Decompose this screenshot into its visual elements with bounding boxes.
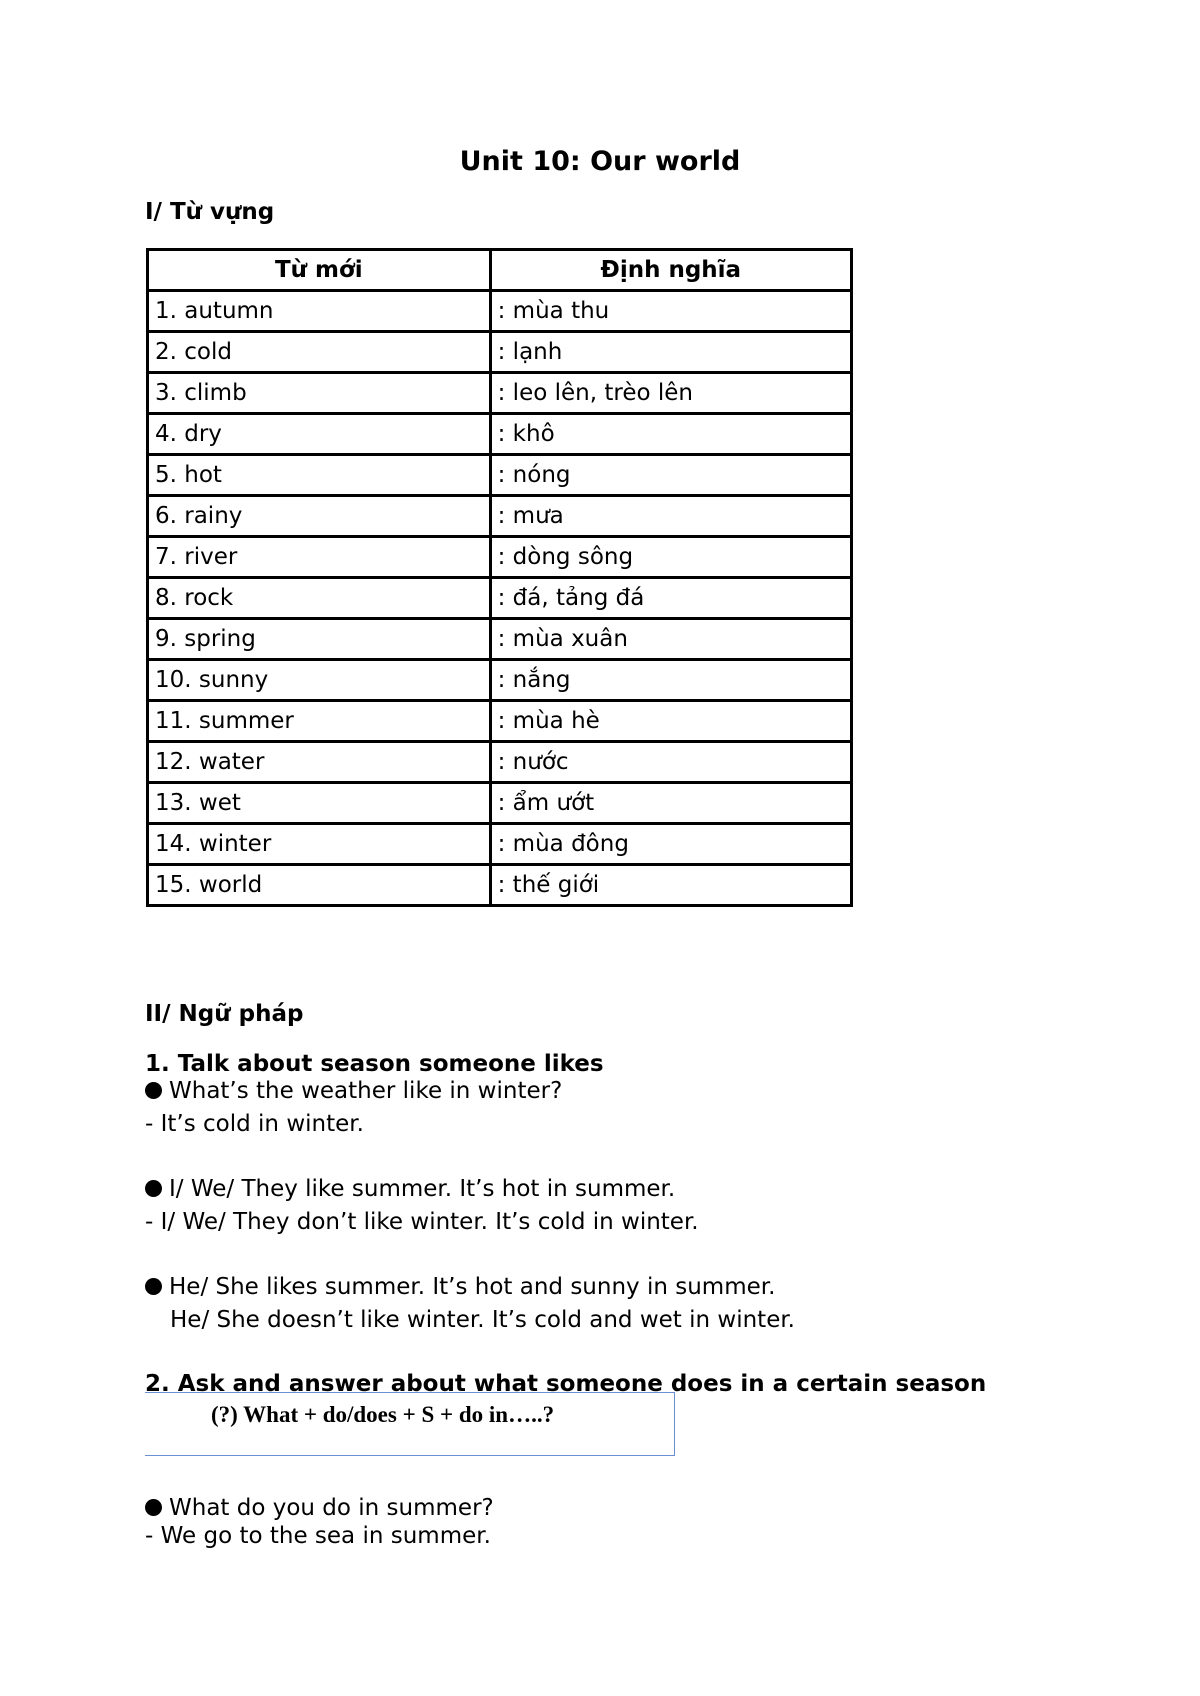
meaning-cell: : mùa xuân	[490, 619, 851, 660]
grammar-heading: II/ Ngữ pháp	[145, 1001, 304, 1027]
table-header-row	[148, 250, 852, 291]
grammar-example-line: - It’s cold in winter.	[145, 1111, 364, 1137]
formula-text: (?) What + do/does + S + do in…..?	[211, 1402, 555, 1427]
meaning-cell: : mùa đông	[490, 824, 851, 865]
example-text: What do you do in summer?	[169, 1495, 494, 1521]
meaning-cell: : mùa hè	[490, 701, 851, 742]
bullet-icon	[145, 1499, 162, 1516]
table-row	[148, 414, 852, 455]
grammar-example-line: - I/ We/ They don’t like winter. It’s cold in winter.	[145, 1209, 699, 1235]
meaning-cell: : dòng sông	[490, 537, 851, 578]
word-cell: 5. hot	[148, 455, 491, 496]
word-cell: 1. autumn	[148, 291, 491, 332]
meaning-cell: : mưa	[490, 496, 851, 537]
grammar-example-line	[145, 1494, 494, 1522]
vocabulary-heading: I/ Từ vựng	[145, 199, 275, 225]
table-row	[148, 496, 852, 537]
word-cell: 11. summer	[148, 701, 491, 742]
word-cell: 12. water	[148, 742, 491, 783]
meaning-cell: : đá, tảng đá	[490, 578, 851, 619]
meaning-cell: : nắng	[490, 660, 851, 701]
word-cell: 9. spring	[148, 619, 491, 660]
bullet-icon	[145, 1082, 162, 1099]
word-cell: 2. cold	[148, 332, 491, 373]
grammar-example-line	[145, 1077, 562, 1105]
grammar-example-line	[145, 1273, 775, 1301]
example-text: What’s the weather like in winter?	[169, 1078, 563, 1104]
word-cell: 14. winter	[148, 824, 491, 865]
formula-box	[145, 1392, 675, 1456]
meaning-cell: : nước	[490, 742, 851, 783]
table-row	[148, 824, 852, 865]
meaning-cell: : leo lên, trèo lên	[490, 373, 851, 414]
table-row	[148, 660, 852, 701]
grammar-example-line: He/ She doesn’t like winter. It’s cold and wet in winter.	[170, 1307, 795, 1333]
vocabulary-rows	[148, 291, 852, 906]
table-row	[148, 537, 852, 578]
table-row	[148, 865, 852, 906]
word-cell: 15. world	[148, 865, 491, 906]
table-row	[148, 332, 852, 373]
bullet-icon	[145, 1278, 162, 1295]
word-cell: 3. climb	[148, 373, 491, 414]
meaning-cell: : ẩm ướt	[490, 783, 851, 824]
table-row	[148, 455, 852, 496]
column-header-word: Từ mới	[148, 250, 491, 291]
meaning-cell: : khô	[490, 414, 851, 455]
grammar-example-line: - We go to the sea in summer.	[145, 1523, 491, 1549]
meaning-cell: : nóng	[490, 455, 851, 496]
column-header-meaning: Định nghĩa	[490, 250, 851, 291]
word-cell: 6. rainy	[148, 496, 491, 537]
meaning-cell: : thế giới	[490, 865, 851, 906]
table-row	[148, 783, 852, 824]
table-row	[148, 619, 852, 660]
page-title: Unit 10: Our world	[459, 146, 741, 177]
word-cell: 10. sunny	[148, 660, 491, 701]
grammar-section-2-heading: 2. Ask and answer about what someone does in a certain season	[145, 1371, 987, 1397]
word-cell: 8. rock	[148, 578, 491, 619]
table-row	[148, 291, 852, 332]
example-text: I/ We/ They like summer. It’s hot in summer.	[169, 1176, 676, 1202]
meaning-cell: : mùa thu	[490, 291, 851, 332]
bullet-icon	[145, 1180, 162, 1197]
example-text: He/ She likes summer. It’s hot and sunny in summer.	[169, 1274, 776, 1300]
word-cell: 4. dry	[148, 414, 491, 455]
vocabulary-table	[146, 248, 853, 907]
table-row	[148, 701, 852, 742]
meaning-cell: : lạnh	[490, 332, 851, 373]
word-cell: 13. wet	[148, 783, 491, 824]
table-row	[148, 373, 852, 414]
table-row	[148, 578, 852, 619]
grammar-section-1-heading: 1. Talk about season someone likes	[145, 1051, 604, 1077]
table-row	[148, 742, 852, 783]
word-cell: 7. river	[148, 537, 491, 578]
grammar-example-line	[145, 1175, 675, 1203]
